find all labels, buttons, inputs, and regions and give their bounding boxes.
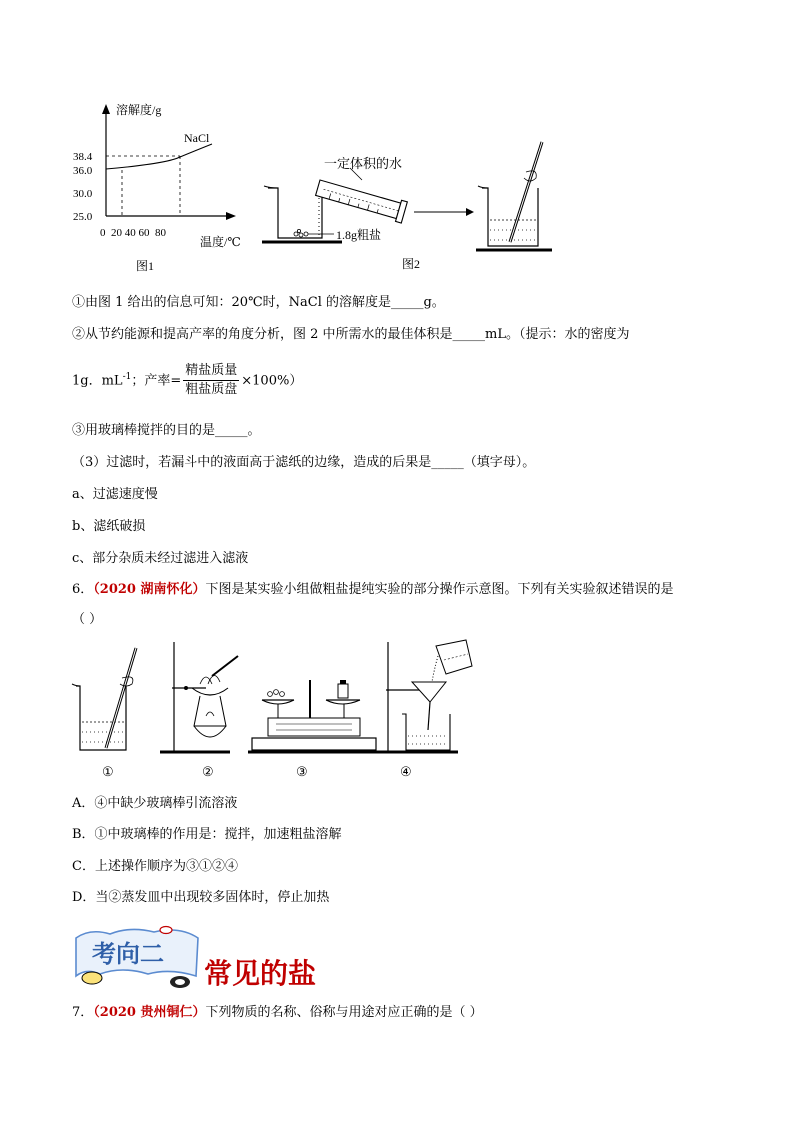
banner-tag: 考向二 <box>92 939 164 968</box>
fig2-caption: 图2 <box>402 257 421 271</box>
q5-item-2-cont <box>72 358 302 400</box>
yield-label: ；产率= <box>131 373 182 389</box>
fig1-ytick-3: 30.0 <box>73 188 93 200</box>
fig1-ytick-2: 36.0 <box>73 165 93 177</box>
q6-number: 6． <box>72 582 94 597</box>
apparatus-4-filtration <box>382 640 472 752</box>
fig2-label-salt: 1.8g粗盐 <box>336 228 382 242</box>
fig1-xticks: 0 20 40 60 80 <box>100 227 166 239</box>
fig1-ytick-1: 38.4 <box>73 151 93 163</box>
q7-number: 7． <box>72 1005 94 1020</box>
section-banner-graphic <box>70 920 210 992</box>
q7-stem <box>72 1004 483 1022</box>
q5-item-3: ③用玻璃棒搅拌的目的是_____。 <box>72 423 261 438</box>
q7-source: （2020 贵州铜仁） <box>93 1005 206 1020</box>
q6-option-d: D．当②蒸发皿中出现较多固体时，停止加热 <box>72 890 330 905</box>
figure-1-solubility-curve <box>70 100 260 280</box>
q5-sub-3: （3）过滤时，若漏斗中的液面高于滤纸的边缘，造成的后果是_____（填字母）。 <box>72 455 536 470</box>
q6-stem-text: 下图是某实验小组做粗盐提纯实验的部分操作示意图。下列有关实验叙述错误的是 <box>205 582 674 597</box>
fig2-label-water: 一定体积的水 <box>324 156 403 171</box>
nacl-solubility-curve <box>106 144 212 169</box>
q7-stem-text: 下列物质的名称、俗称与用途对应正确的是（ ） <box>205 1005 483 1020</box>
apparatus-2-evaporation <box>160 642 238 752</box>
q6-option-c: C．上述操作顺序为③①②④ <box>72 859 238 874</box>
fig1-xlabel: 温度/℃ <box>200 235 241 249</box>
q5-option-b: b、滤纸破损 <box>72 519 146 534</box>
density-exponent: -1 <box>122 372 132 382</box>
fig1-ylabel: 溶解度/g <box>116 103 162 117</box>
figure-2-dissolving <box>262 138 572 274</box>
salt-grains <box>294 229 308 237</box>
fig6-label-4: ④ <box>400 764 412 779</box>
section-title: 常见的盐 <box>204 957 317 990</box>
apparatus-3-balance <box>248 680 382 752</box>
figure-6-apparatus <box>66 636 486 784</box>
apparatus-1-stirring <box>72 648 136 750</box>
fig6-label-3: ③ <box>296 764 308 779</box>
fraction-numerator: 精盐质量 <box>183 362 239 381</box>
fig1-series-label: NaCl <box>184 131 210 145</box>
q6-option-b: B．①中玻璃棒的作用是：搅拌，加速粗盐溶解 <box>72 827 342 842</box>
q6-stem <box>72 581 674 599</box>
fraction-denominator: 粗盐质盘 <box>185 382 238 398</box>
q6-answer-paren: （ ） <box>72 612 103 627</box>
fig1-ytick-4: 25.0 <box>73 211 93 223</box>
q5-item-1: ①由图 1 给出的信息可知：20℃时，NaCl 的溶解度是_____g。 <box>72 295 445 310</box>
q5-item-2: ②从节约能源和提高产率的角度分析，图 2 中所需水的最佳体积是_____mL。（提示：水的密度为 <box>72 327 630 342</box>
fig1-caption: 图1 <box>136 259 155 273</box>
fig6-label-1: ① <box>102 764 114 779</box>
q6-source: （2020 湖南怀化） <box>93 582 206 597</box>
yield-fraction <box>183 362 239 399</box>
q6-option-a: A．④中缺少玻璃棒引流溶液 <box>72 796 238 811</box>
q5-option-a: a、过滤速度慢 <box>72 487 158 502</box>
yield-multiplier: ×100%） <box>241 373 303 389</box>
fig6-label-2: ② <box>202 764 214 779</box>
q5-option-c: c、部分杂质未经过滤进入滤液 <box>72 551 249 566</box>
density-text: 1g．mL <box>72 373 123 389</box>
